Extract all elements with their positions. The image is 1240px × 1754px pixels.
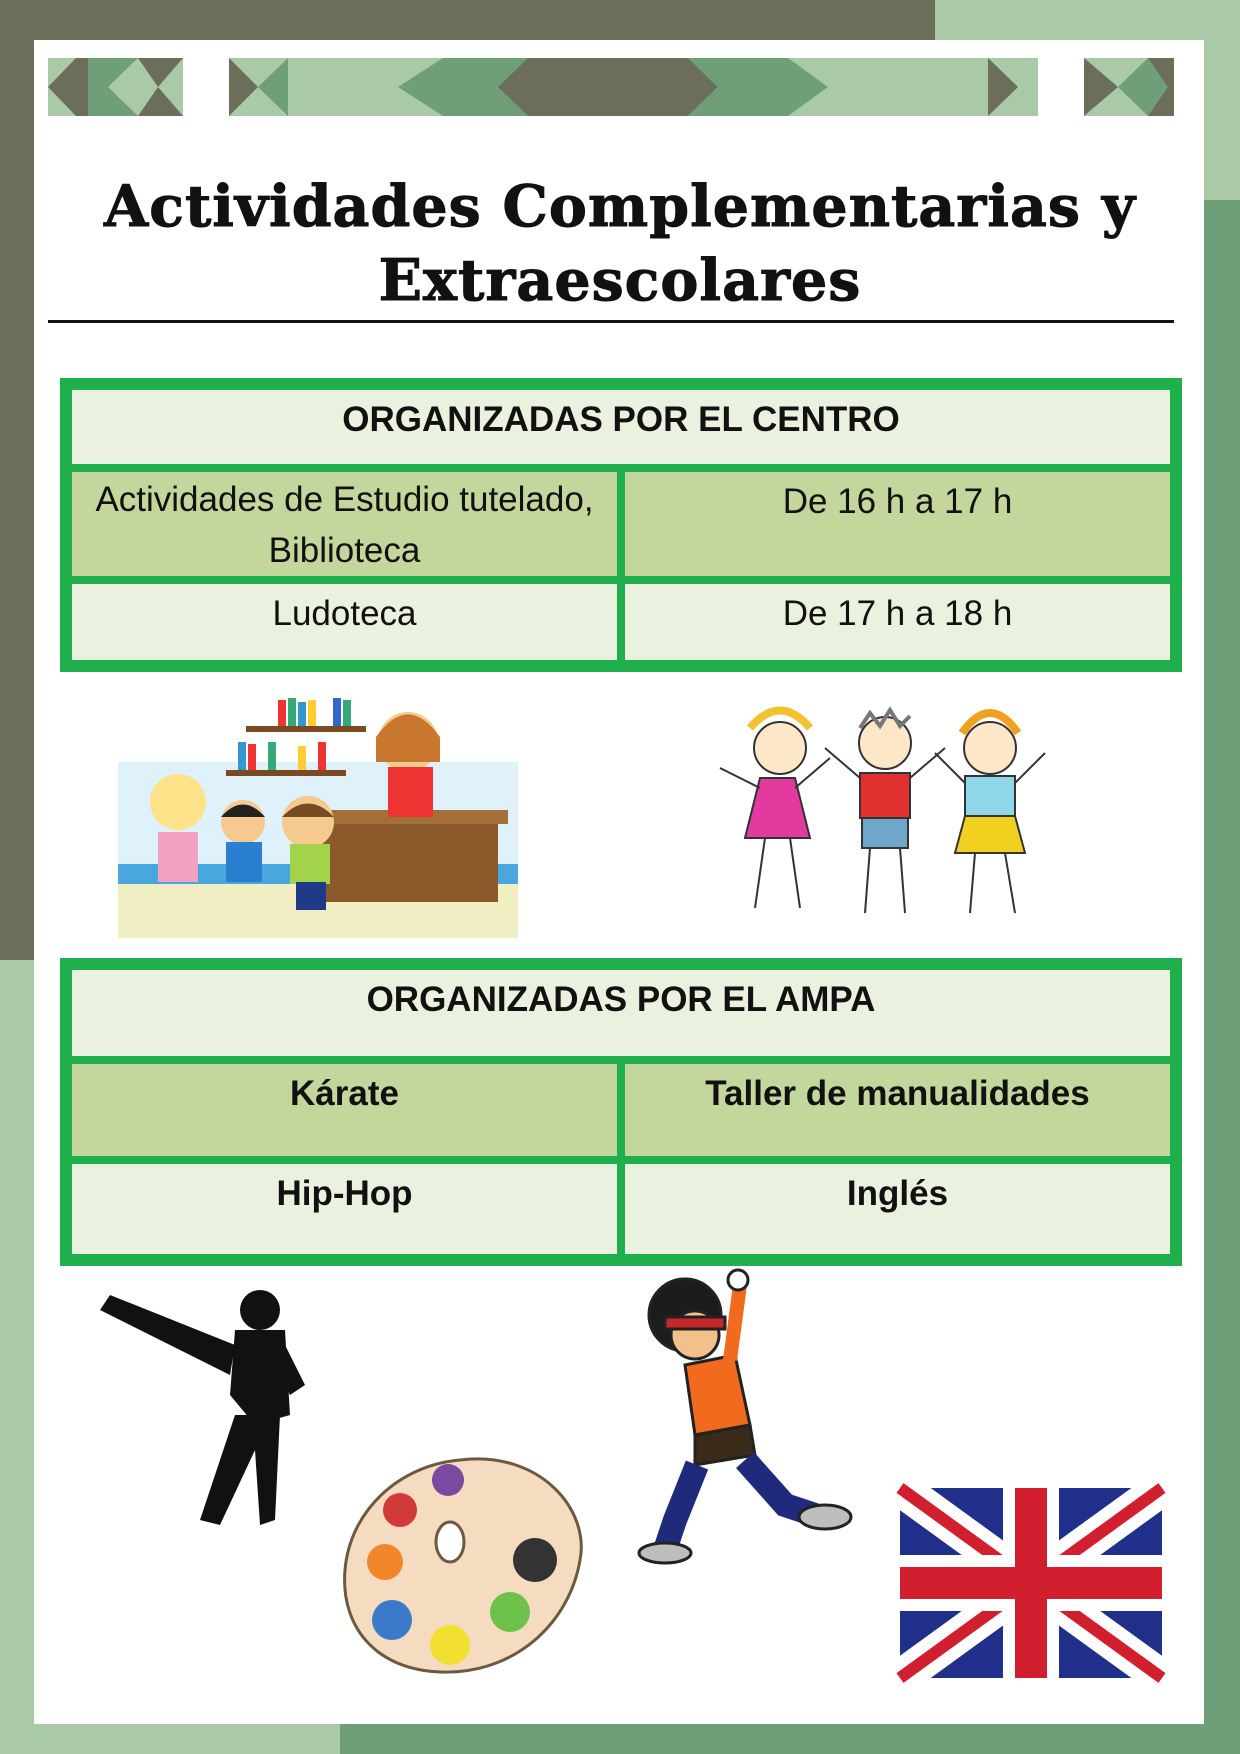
frame-dark-side bbox=[0, 0, 34, 960]
frame-mid-right bbox=[1204, 200, 1240, 1754]
activity-cell: Ludoteca bbox=[68, 580, 621, 664]
time-cell: De 17 h a 18 h bbox=[621, 580, 1174, 664]
activity-cell: Taller de manualidades bbox=[621, 1060, 1174, 1160]
activity-cell: Inglés bbox=[621, 1160, 1174, 1258]
table-row bbox=[68, 1160, 1174, 1258]
activity-cell: Kárate bbox=[68, 1060, 621, 1160]
frame-mid-bottom bbox=[340, 1724, 1240, 1754]
table-row bbox=[68, 468, 1174, 580]
centro-header: ORGANIZADAS POR EL CENTRO bbox=[68, 386, 1174, 468]
table-header-row bbox=[68, 386, 1174, 468]
paint-palette bbox=[340, 1450, 590, 1680]
karate-silhouette bbox=[70, 1275, 310, 1535]
activity-cell: Hip-Hop bbox=[68, 1160, 621, 1258]
union-jack-flag bbox=[875, 1463, 1185, 1713]
kids-dancing-clipart bbox=[700, 688, 1070, 946]
ampa-header: ORGANIZADAS POR EL AMPA bbox=[68, 966, 1174, 1060]
table-row bbox=[68, 580, 1174, 664]
time-cell: De 16 h a 17 h bbox=[621, 468, 1174, 580]
library-clipart bbox=[118, 682, 518, 938]
centro-activities-table bbox=[60, 378, 1182, 672]
activity-cell: Actividades de Estudio tutelado, Biblioteca bbox=[68, 468, 621, 580]
page-title: Actividades Complementarias y Extraescolares bbox=[104, 173, 1136, 314]
ampa-activities-table bbox=[60, 958, 1182, 1266]
decorative-banner bbox=[48, 58, 1174, 116]
hiphop-dancer bbox=[625, 1265, 865, 1565]
table-row bbox=[68, 1060, 1174, 1160]
title-divider bbox=[48, 320, 1174, 323]
table-header-row bbox=[68, 966, 1174, 1060]
